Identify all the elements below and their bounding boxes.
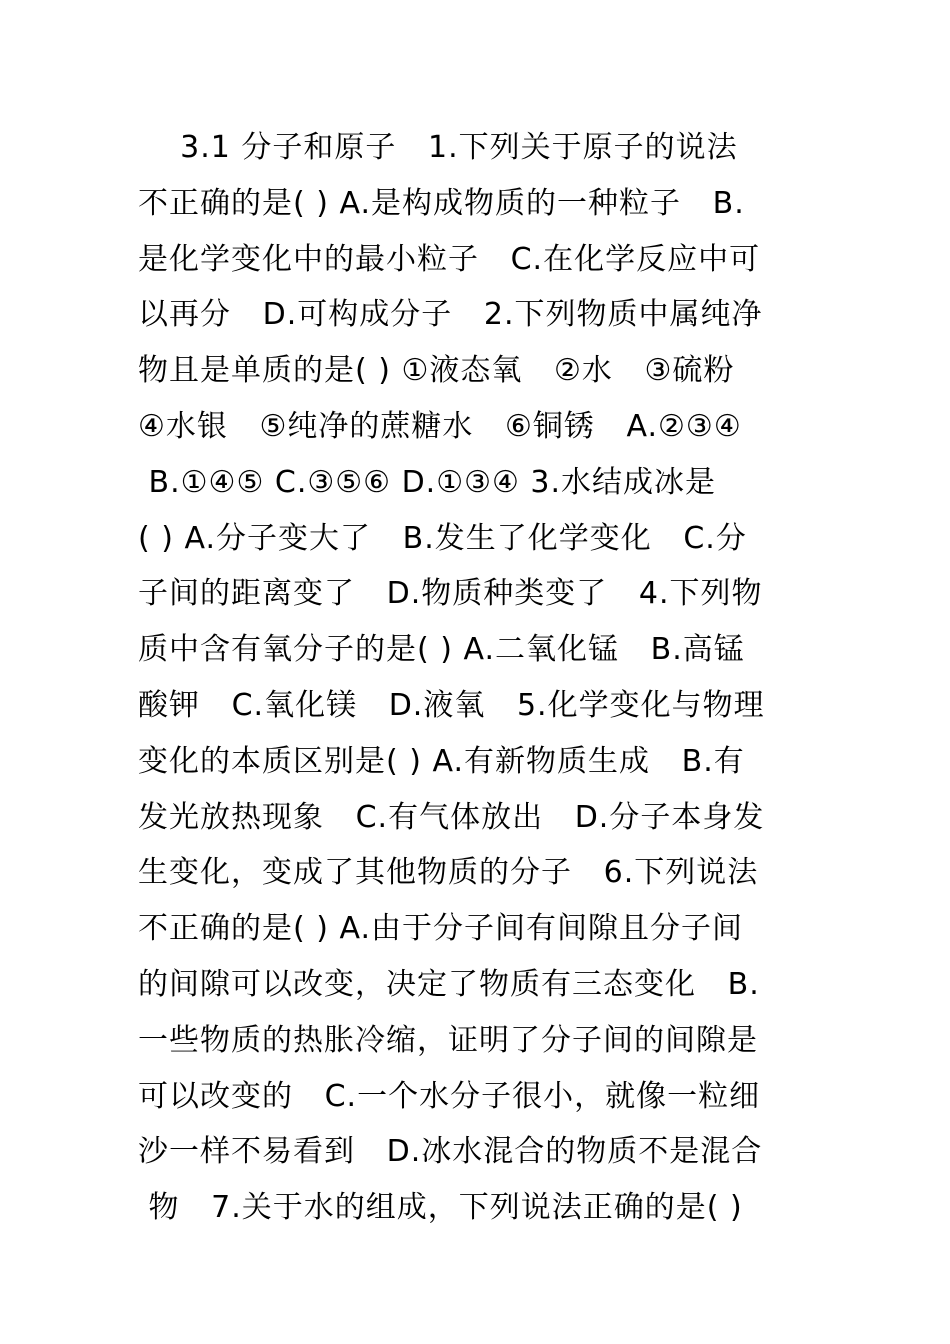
text-line-8: ( ) A.分子变大了 B.发生了化学变化 C.分 — [138, 520, 747, 556]
text-line-10: 质中含有氧分子的是( ) A.二氧化锰 B.高锰 — [138, 632, 745, 668]
text-line-3: 是化学变化中的最小粒子 C.在化学反应中可 — [138, 241, 761, 277]
text-line-18: 可以改变的 C.一个水分子很小，就像一粒细 — [138, 1078, 761, 1114]
text-line-13: 发光放热现象 C.有气体放出 D.分子本身发 — [138, 799, 765, 835]
text-line-20: 物 7.关于水的组成，下列说法正确的是( ) — [138, 1190, 743, 1226]
text-line-11: 酸钾 C.氧化镁 D.液氧 5.化学变化与物理 — [138, 687, 765, 723]
text-line-16: 的间隙可以改变，决定了物质有三态变化 B. — [138, 966, 760, 1002]
text-line-12: 变化的本质区别是( ) A.有新物质生成 B.有 — [138, 743, 745, 779]
text-line-19: 沙一样不易看到 D.冰水混合的物质不是混合 — [138, 1134, 763, 1170]
text-line-5: 物且是单质的是( ) ①液态氧 ②水 ③硫粉 — [138, 353, 735, 389]
text-line-7: B.①④⑤ C.③⑤⑥ D.①③④ 3.水结成冰是 — [138, 464, 717, 500]
text-line-14: 生变化，变成了其他物质的分子 6.下列说法 — [138, 855, 759, 891]
text-line-6: ④水银 ⑤纯净的蔗糖水 ⑥铜锈 A.②③④ — [138, 408, 742, 444]
text-line-1: 3.1 分子和原子 1.下列关于原子的说法 — [138, 130, 738, 165]
text-line-15: 不正确的是( ) A.由于分子间有间隙且分子间 — [138, 911, 744, 947]
text-line-17: 一些物质的热胀冷缩，证明了分子间的间隙是 — [138, 1022, 758, 1058]
document-body — [138, 120, 818, 1236]
text-line-9: 子间的距离变了 D.物质种类变了 4.下列物 — [138, 576, 763, 612]
text-line-4: 以再分 D.可构成分子 2.下列物质中属纯净 — [138, 297, 763, 333]
text-line-2: 不正确的是( ) A.是构成物质的一种粒子 B. — [138, 185, 745, 221]
